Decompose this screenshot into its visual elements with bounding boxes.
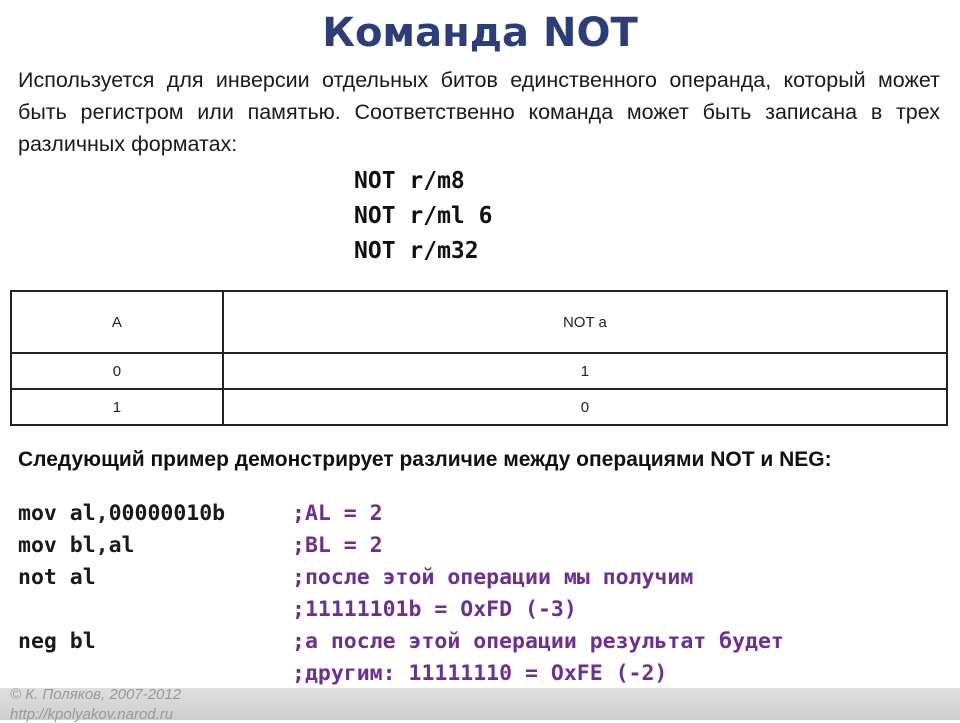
format-line: NOT r/m8 <box>354 168 465 194</box>
code-line <box>18 594 784 626</box>
code-comment: ;AL = 2 <box>292 501 383 526</box>
format-list <box>354 164 492 269</box>
code-comment: ;BL = 2 <box>292 533 383 558</box>
table-header-not-a: NOT a <box>223 291 947 353</box>
footer-link[interactable]: http://kpolyakov.narod.ru <box>10 706 174 723</box>
code-line <box>18 498 784 530</box>
code-instruction: neg bl <box>18 629 96 654</box>
table-row <box>11 389 947 425</box>
table-row <box>11 353 947 389</box>
truth-table <box>10 290 948 426</box>
code-comment: ;11111101b = OxFD (-3) <box>292 597 577 622</box>
table-cell: 0 <box>223 389 947 425</box>
code-instruction: not al <box>18 565 96 590</box>
table-header-row <box>11 291 947 353</box>
slide-title: Команда NOT <box>322 10 638 56</box>
code-instruction <box>18 594 292 626</box>
code-line <box>18 562 784 594</box>
table-cell: 1 <box>223 353 947 389</box>
code-comment: ;после этой операции мы получим <box>292 565 694 590</box>
code-line <box>18 530 784 562</box>
table-cell: 0 <box>11 353 223 389</box>
code-instruction: mov al,00000010b <box>18 501 226 526</box>
intro-paragraph: Используется для инверсии отдельных битов единственного операнда, который может быть регистром или памятью. Соответственно команда может быть записана в трех различных форматах: <box>18 68 940 156</box>
example-heading: Следующий пример демонстрирует различие между операциями NOT и NEG: <box>18 448 832 471</box>
code-comment: ;другим: 11111110 = OxFE (-2) <box>292 661 668 686</box>
footer-copyright: © К. Поляков, 2007-2012 <box>10 686 182 703</box>
code-line <box>18 626 784 658</box>
code-instruction: mov bl,al <box>18 533 135 558</box>
format-line: NOT r/ml 6 <box>354 203 493 229</box>
format-line: NOT r/m32 <box>354 238 479 264</box>
table-header-a: A <box>11 291 223 353</box>
table-cell: 1 <box>11 389 223 425</box>
code-example <box>18 498 784 690</box>
code-comment: ;а после этой операции результат будет <box>292 629 784 654</box>
